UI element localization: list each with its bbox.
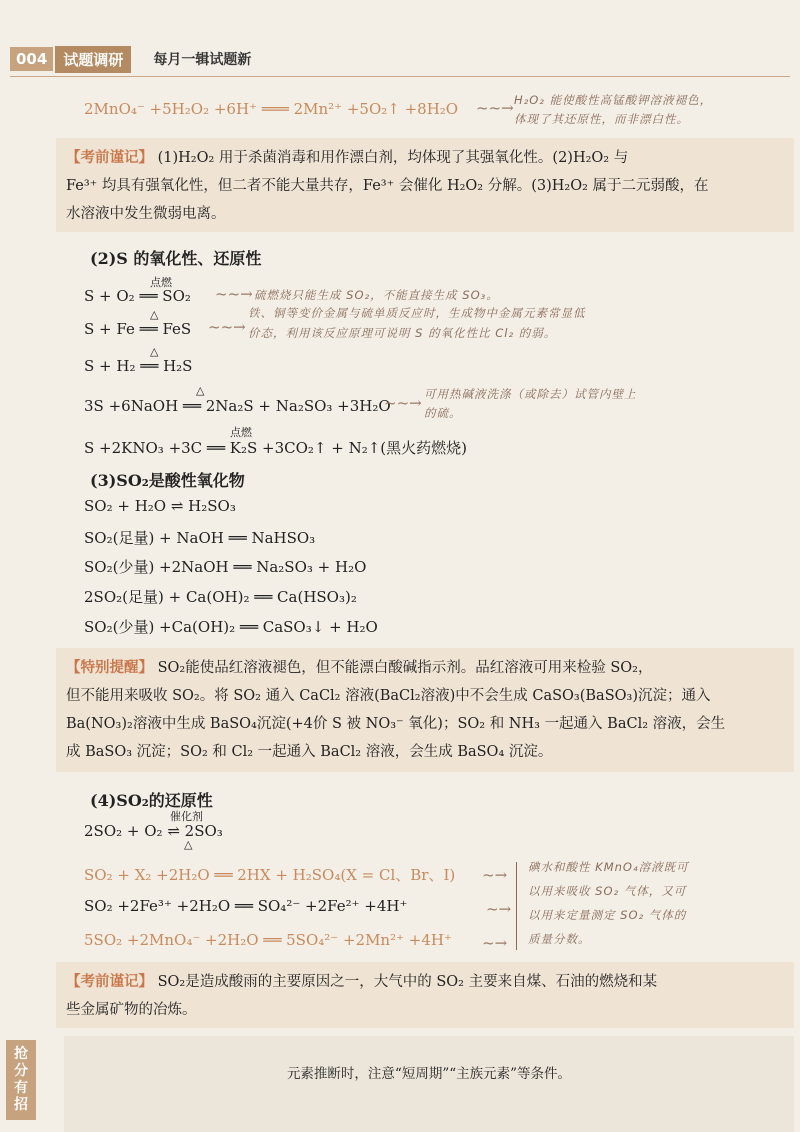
equation: 2SO₂(足量) + Ca(OH)₂ ══ Ca(HSO₃)₂ bbox=[84, 588, 357, 606]
box-tag: 【考前谨记】 bbox=[66, 974, 153, 990]
equation: SO₂ + H₂O ⇌ H₂SO₃ bbox=[84, 497, 236, 515]
curl-arrow-icon: ~~→ bbox=[476, 99, 514, 117]
equation: S + H₂ ══ H₂S bbox=[84, 357, 193, 375]
equation: 3S +6NaOH ══ 2Na₂S + Na₂SO₃ +3H₂O bbox=[84, 397, 391, 415]
handwritten-note: 以用来吸收 SO₂ 气体，又可 bbox=[528, 884, 687, 898]
handwritten-note: 可用热碱液洗涤（或除去）试管内壁上 bbox=[424, 387, 637, 401]
equation: SO₂(足量) + NaOH ══ NaHSO₃ bbox=[84, 529, 316, 547]
header-subtitle: 每月一辑试题新 bbox=[153, 52, 252, 68]
box-line: 但不能用来吸收 SO₂。将 SO₂ 通入 CaCl₂ 溶液(BaCl₂溶液)中不会生成 CaSO₃(BaSO₃)沉淀；通入 bbox=[66, 688, 711, 704]
condition: 催化剂 bbox=[170, 810, 203, 823]
curl-arrow-icon: ~~→ bbox=[215, 285, 253, 303]
box-tag: 【特别提醒】 bbox=[66, 660, 153, 676]
handwritten-note: 碘水和酸性 KMnO₄溶液既可 bbox=[528, 860, 689, 874]
note-bracket bbox=[516, 862, 517, 950]
equation: S + Fe ══ FeS bbox=[84, 320, 192, 338]
box-line: 水溶液中发生微弱电离。 bbox=[66, 206, 226, 222]
box-line: Ba(NO₃)₂溶液中生成 BaSO₄沉淀(+4价 S 被 NO₃⁻ 氧化)；SO₂ 和 NH₃ 一起通入 BaCl₂ 溶液，会生 bbox=[66, 716, 726, 732]
special-note-box bbox=[56, 648, 794, 772]
equation: S + O₂ ══ SO₂ bbox=[84, 287, 191, 305]
top-note-1: H₂O₂ 能使酸性高锰酸钾溶液褪色， bbox=[514, 93, 713, 107]
box-line: 成 BaSO₃ 沉淀；SO₂ 和 Cl₂ 一起通入 BaCl₂ 溶液，会生成 BaSO₄ 沉淀。 bbox=[66, 744, 553, 760]
condition: △ bbox=[150, 308, 159, 321]
side-tab bbox=[6, 1040, 36, 1120]
curl-arrow-icon: ~→ bbox=[486, 900, 512, 918]
condition: 点燃 bbox=[230, 426, 252, 439]
curl-arrow-icon: ~→ bbox=[482, 866, 508, 884]
equation: 2SO₂ + O₂ ⇌ 2SO₃ bbox=[84, 822, 223, 840]
equation: S +2KNO₃ +3C ══ K₂S +3CO₂↑ + N₂↑(黑火药燃烧) bbox=[84, 439, 467, 457]
curl-arrow-icon: ~~→ bbox=[208, 318, 246, 336]
section-4-title: (4)SO₂的还原性 bbox=[90, 791, 213, 810]
footer-text: 元素推断时，注意“短周期”“主族元素”等条件。 bbox=[286, 1066, 572, 1082]
section-2-title: (2)S 的氧化性、还原性 bbox=[90, 249, 262, 268]
section-label: 试题调研 bbox=[55, 46, 131, 73]
equation: 5SO₂ +2MnO₄⁻ +2H₂O ══ 5SO₄²⁻ +2Mn²⁺ +4H⁺ bbox=[84, 931, 452, 949]
box-line: 些金属矿物的冶炼。 bbox=[66, 1002, 197, 1018]
handwritten-note: 以用来定量测定 SO₂ 气体的 bbox=[528, 908, 687, 922]
box-tag: 【考前谨记】 bbox=[66, 150, 153, 166]
remember-box-2 bbox=[56, 962, 794, 1028]
handwritten-note: 硫燃烧只能生成 SO₂，不能直接生成 SO₃。 bbox=[254, 288, 499, 302]
equation: SO₂ + X₂ +2H₂O ══ 2HX + H₂SO₄(X = Cl、Br、I) bbox=[84, 866, 456, 884]
equation: SO₂(少量) +Ca(OH)₂ ══ CaSO₃↓ + H₂O bbox=[84, 618, 378, 636]
handwritten-note: 的硫。 bbox=[424, 406, 462, 420]
footer-box bbox=[64, 1036, 794, 1132]
page-number: 004 bbox=[10, 47, 53, 71]
box-line: Fe³⁺ 均具有强氧化性，但二者不能大量共存，Fe³⁺ 会催化 H₂O₂ 分解。(3)H₂O₂ 属于二元弱酸，在 bbox=[66, 178, 709, 194]
condition: △ bbox=[150, 345, 159, 358]
remember-box-1 bbox=[56, 138, 794, 232]
condition: 点燃 bbox=[150, 276, 172, 289]
curl-arrow-icon: ~~→ bbox=[384, 394, 422, 412]
handwritten-note: 铁、铜等变价金属与硫单质反应时，生成物中金属元素常显低 bbox=[248, 306, 586, 320]
condition: △ bbox=[184, 838, 193, 851]
condition: △ bbox=[196, 384, 205, 397]
equation: SO₂(少量) +2NaOH ══ Na₂SO₃ + H₂O bbox=[84, 558, 367, 576]
header-rule bbox=[10, 76, 790, 77]
box-line: SO₂是造成酸雨的主要原因之一，大气中的 SO₂ 主要来自煤、石油的燃烧和某 bbox=[157, 974, 658, 990]
side-tab-label: 抢分有招 bbox=[14, 1046, 28, 1113]
curl-arrow-icon: ~→ bbox=[482, 934, 508, 952]
top-equation: 2MnO₄⁻ +5H₂O₂ +6H⁺ ═══ 2Mn²⁺ +5O₂↑ +8H₂O bbox=[84, 100, 459, 118]
box-line: SO₂能使品红溶液褪色，但不能漂白酸碱指示剂。品红溶液可用来检验 SO₂， bbox=[157, 660, 653, 676]
box-line: (1)H₂O₂ 用于杀菌消毒和用作漂白剂，均体现了其强氧化性。(2)H₂O₂ 与 bbox=[157, 150, 629, 166]
handwritten-note: 质量分数。 bbox=[528, 932, 591, 946]
section-3-title: (3)SO₂是酸性氧化物 bbox=[90, 471, 245, 490]
equation: SO₂ +2Fe³⁺ +2H₂O ══ SO₄²⁻ +2Fe²⁺ +4H⁺ bbox=[84, 897, 408, 915]
header bbox=[10, 44, 251, 74]
top-note-2: 体现了其还原性，而非漂白性。 bbox=[514, 112, 689, 126]
handwritten-note: 价态，利用该反应原理可说明 S 的氧化性比 Cl₂ 的弱。 bbox=[248, 326, 557, 340]
